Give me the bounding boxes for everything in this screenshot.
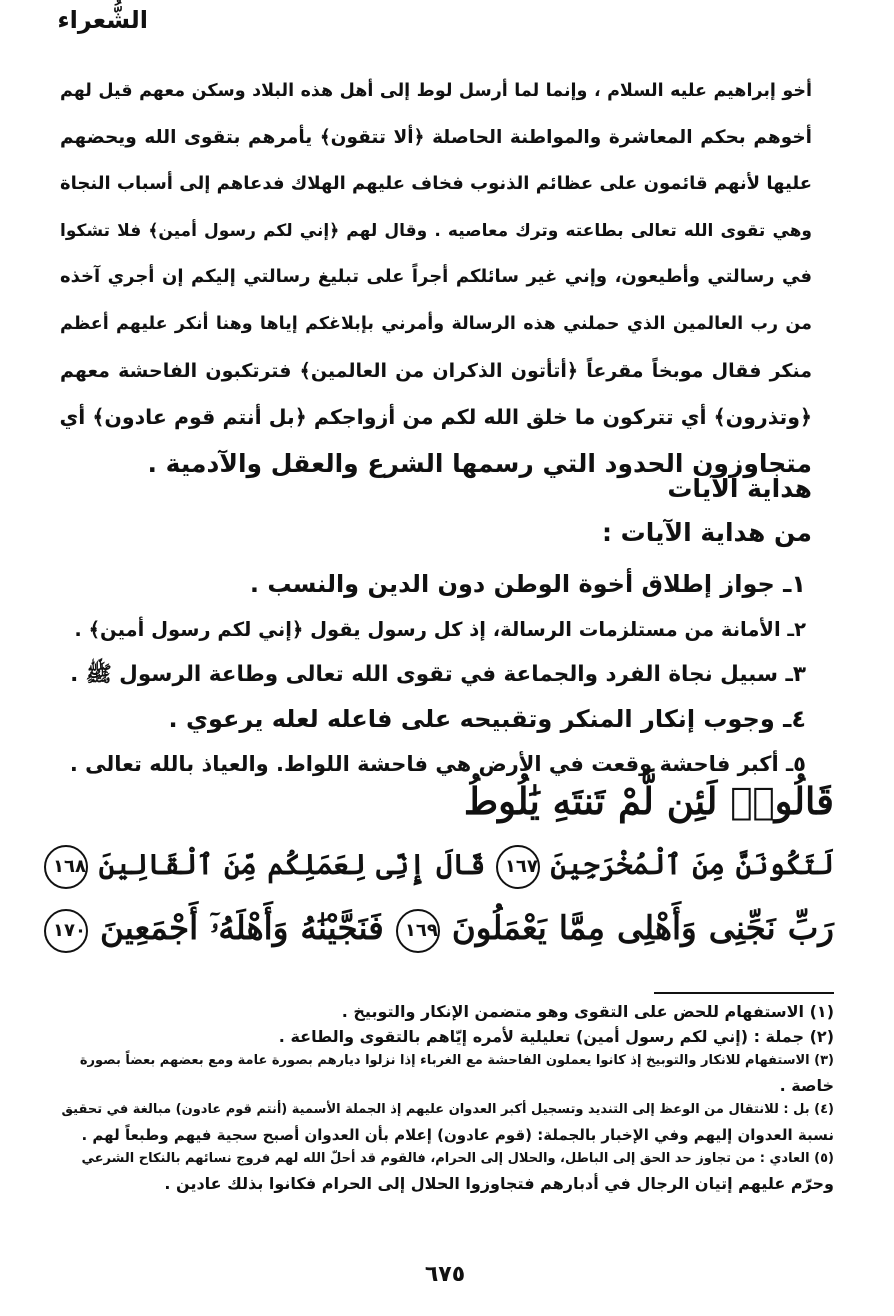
verse-text: لَتَكُونَنَّ مِنَ ٱلْمُخْرَجِينَ — [550, 848, 835, 881]
verse-text: قَالَ إِنِّى لِعَمَلِكُم مِّنَ ٱلْقَالِينَ — [98, 848, 486, 881]
footnote-line: (١) الاستفهام للحض على التقوى وهو متضمن الإنكار والتوبيخ . — [341, 1002, 834, 1021]
paragraph-line: أخو إبراهيم عليه السلام ، وإنما لما أرسل لوط إلى أهل هذه البلاد وسكن معهم قيل لهم — [60, 81, 812, 101]
footnote-line: خاصة . — [779, 1075, 834, 1095]
lesson-item: ٢ـ الأمانة من مستلزمات الرسالة، إذ كل رسول يقول ﴿إني لكم رسول أمين﴾ . — [74, 618, 806, 641]
section-subheading: من هداية الآيات : — [601, 518, 812, 547]
footnote-line: (٥) العادي : من تجاوز حد الحق إلى الباطل، والحلال إلى الحرام، فالقوم قد أحلّ الله لهم فروج نسائهم بالنكاح الشرعي — [81, 1151, 834, 1166]
commentary-paragraph — [60, 68, 812, 487]
paragraph-line: من رب العالمين الذي حملني هذه الرسالة وأمرني بإبلاغكم إياها وهنا أنكر عليهم أعظم — [60, 313, 812, 334]
paragraph-line: في رسالتي وأطيعون، وإني غير سائلكم أجراً على تبليغ رسالتي إليكم إن أجري آخذه — [60, 266, 812, 288]
paragraph-line: منكر فقال موبخاً مقرعاً ﴿أتأتون الذكران من العالمين﴾ فترتكبون الفاحشة معهم — [60, 359, 812, 382]
verse-text: فَنَجَّيْنَٰهُ وَأَهْلَهُۥٓ أَجْمَعِينَ — [100, 908, 384, 947]
footnote-divider — [654, 992, 834, 994]
lesson-item: ١ـ جواز إطلاق أخوة الوطن دون الدين والنسب . — [249, 570, 806, 598]
paragraph-line: عليها لأنهم قائمون على عظائم الذنوب فخاف عليهم الهلاك فدعاهم إلى أسباب النجاة — [60, 173, 812, 195]
paragraph-line: وهي تقوى الله تعالى بطاعته وترك معاصيه . وقال لهم ﴿إني لكم رسول أمين﴾ فلا تشكوا — [60, 220, 812, 241]
ayah-number-marker: ١٦٨ — [44, 845, 88, 889]
verse-line — [44, 896, 834, 959]
footnotes — [58, 1000, 834, 1196]
footnote-line: نسبة العدوان إليهم وفي الإخبار بالجملة: (قوم عادون) إعلام بأن العدوان أصبح سجية فيهم وطبعاً لهم . — [81, 1125, 834, 1144]
lesson-item: ٤ـ وجوب إنكار المنكر وتقبيحه على فاعله لعله يرعوي . — [168, 705, 806, 733]
quran-verses — [44, 770, 834, 959]
footnote-line: (٤) بل : للانتقال من الوعظ إلى التنديد وتسجيل أكبر العدوان عليهم إذ الجملة الأسمية (أنتم قوم عادون) مبالغة في تحقيق — [61, 1102, 834, 1117]
lesson-item: ٥ـ أكبر فاحشة وقعت في الأرض هي فاحشة اللواط. والعياذ بالله تعالى . — [69, 752, 806, 776]
verse-line — [44, 833, 834, 896]
ayah-number-marker: ١٦٧ — [496, 845, 540, 889]
footnote-line: (٣) الاستفهام للانكار والتوبيخ إذ كانوا يعملون الفاحشة مع الغرباء إذا نزلوا ديارهم بصورة عامة ومع بعضهم بعضاً بصورة — [79, 1053, 834, 1068]
footnote-line: (٢) جملة : (إني لكم رسول أمين) تعليلية لأمره إيّاهم بالتقوى والطاعة . — [278, 1026, 834, 1046]
running-head: الشُّعراء — [57, 6, 148, 34]
paragraph-line: متجاوزون الحدود التي رسمها الشرع والعقل والآدمية . — [147, 448, 812, 478]
lesson-item: ٣ـ سبيل نجاة الفرد والجماعة في تقوى الله تعالى وطاعة الرسول ﷺ . — [70, 662, 806, 687]
paragraph-line: أخوهم بحكم المعاشرة والمواطنة الحاصلة ﴿ألا تتقون﴾ يأمرهم بتقوى الله ويحضهم — [60, 126, 812, 148]
paragraph-line: ﴿وتذرون﴾ أي تتركون ما خلق الله لكم من أزواجكم ﴿بل أنتم قوم عادون﴾ أي — [59, 405, 812, 430]
verse-text: رَبِّ نَجِّنِى وَأَهْلِى مِمَّا يَعْمَلُونَ — [451, 908, 834, 947]
section-heading: هداية الآيات — [667, 474, 812, 503]
verse-line — [44, 770, 834, 833]
page-number: ٦٧٥ — [424, 1262, 466, 1287]
lessons-list — [60, 562, 806, 787]
ayah-number-marker: ١٦٩ — [396, 909, 440, 953]
ayah-number-marker: ١٧٠ — [44, 909, 88, 953]
verse-text: قَالُوا۟ لَئِن لَّمْ تَنتَهِ يَٰلُوطُ — [463, 779, 834, 823]
footnote-line: وحرّم عليهم إتيان الرجال في أدبارهم فتجاوزوا الحلال إلى الحرام فكانوا بذلك عادين . — [164, 1173, 834, 1193]
